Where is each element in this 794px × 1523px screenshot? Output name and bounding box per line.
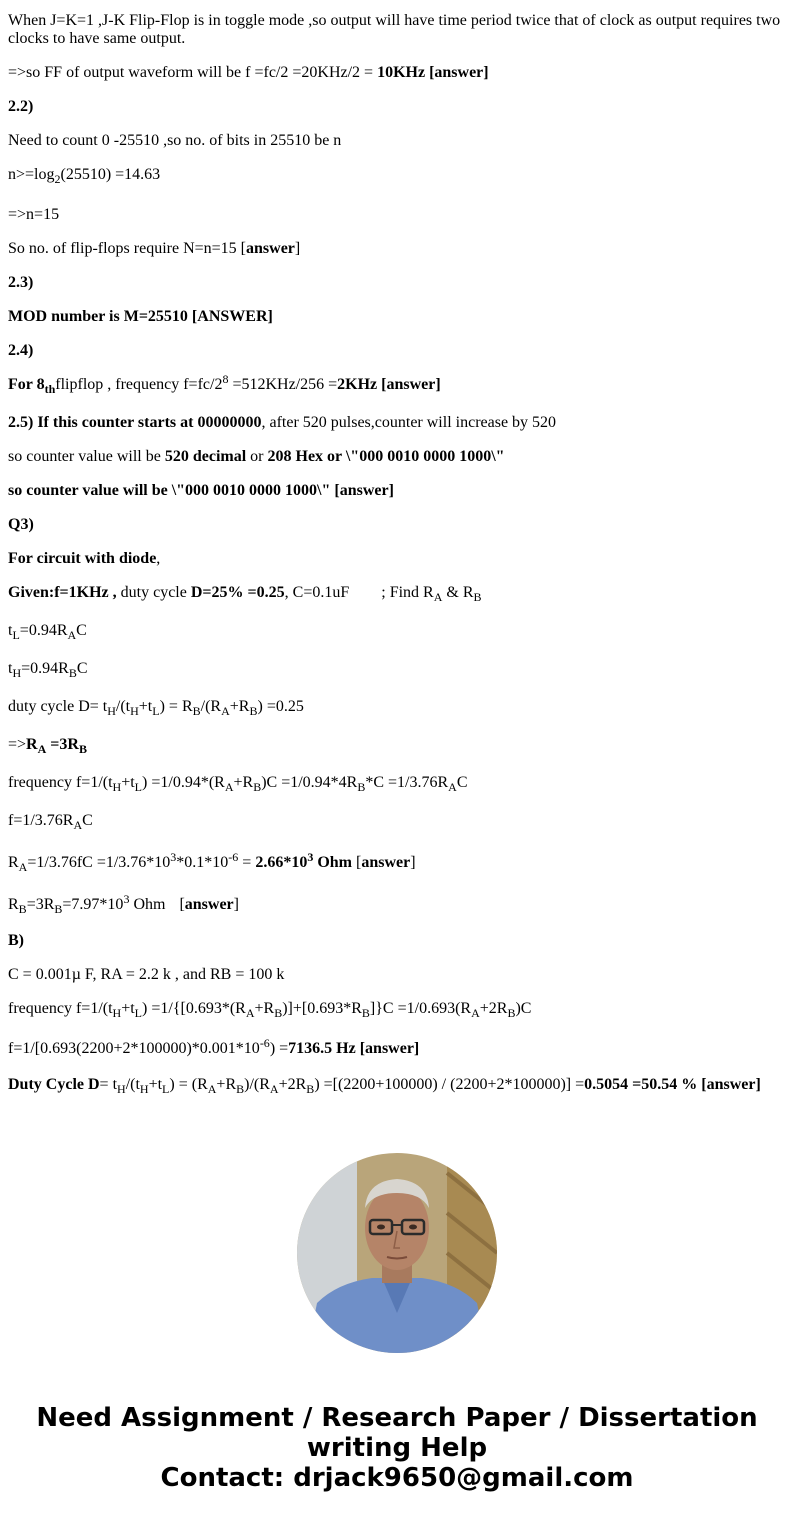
paragraph: $f=1/[0.693(2200+2*100000)*0.001*10^{-6}) =7136.5$ Hz [answer] — [8, 1036, 420, 1057]
paragraph — [8, 132, 788, 150]
text: Need to count 0 -25510 ,so no. of bits in 25510 be n — [8, 132, 342, 149]
text: When J=K=1 ,J-K Flip-Flop is in toggle mode ,so output will have time period twice that of clock as output requires two clocks to have same output. — [8, 12, 781, 47]
section-heading: Q3) — [8, 516, 34, 533]
avatar-photo — [297, 1153, 497, 1353]
paragraph: MOD number is M=25510 [ANSWER] — [8, 308, 273, 325]
paragraph: frequency $f=1/(t_H+t_L) =1/\{[0.693*(R_A+R_B)]+[0.693*R_B]\}C =1/0.693(R_A+2R_B)C$ — [8, 1000, 532, 1020]
paragraph: For $8_{th}flipflop$ , frequency $f=fc/2^8 =512KHz/256 =2KHz$ [answer] — [8, 372, 441, 396]
section-heading: 2.4) — [8, 342, 34, 359]
paragraph — [8, 12, 788, 48]
section-heading: 2.3) — [8, 274, 34, 291]
paragraph: C = 0.001µ F, RA = 2.2 k , and RB = 100 k — [8, 966, 285, 983]
paragraph: $f=1/3.76R_AC$ — [8, 812, 93, 832]
paragraph: $t_L=0.94R_AC$ — [8, 622, 87, 642]
footer-line: writing Help — [306, 1433, 488, 1463]
paragraph: =>n=15 — [8, 206, 60, 223]
section-heading: B) — [8, 932, 24, 949]
solution-text — [8, 12, 788, 1110]
contact-email: Contact: drjack9650@gmail.com — [160, 1463, 634, 1493]
paragraph: so counter value will be 520 decimal or 208 Hex or \"000 0010 0000 1000\" — [8, 448, 505, 465]
paragraph: Given:f=1KHz , duty cycle D=25% =0.25, C=0.1uF ; Find $R_A$ & $R_B$ — [8, 584, 482, 604]
paragraph: $R_A=1/3.76fC =1/3.76*10^3*0.1*10^{-6} = 2.66*10^3$ Ohm [answer] — [8, 850, 416, 874]
paragraph: $t_H=0.94R_BC$ — [8, 660, 88, 680]
paragraph: $n>=\log_2(25510) =14.63$ — [8, 166, 161, 186]
paragraph: $R_B=3R_B=7.97*10^3$ Ohm [answer] — [8, 892, 239, 916]
footer-line: Need Assignment / Research Paper / Dissertation — [36, 1403, 758, 1433]
paragraph: $=>R_A =3R_B$ — [8, 736, 87, 756]
paragraph: frequency $f=1/(t_H+t_L) =1/0.94*(R_A+R_B)C =1/0.94*4R_B*C =1/3.76R_AC$ — [8, 774, 468, 794]
answer-text: 10KHz [answer] — [377, 64, 489, 81]
author-avatar — [297, 1153, 497, 1353]
paragraph: Duty Cycle $D= t_H/(t_H+t_L) = (R_A+R_B)/(R_A+2R_B) =[(2200+100000) / (2200+2*100000)] =0.5054 =50.54$ % [answer] — [8, 1076, 761, 1096]
paragraph: For circuit with diode, — [8, 550, 161, 567]
paragraph: so counter value will be \"000 0010 0000 1000\" [answer] — [8, 482, 394, 499]
heading-text: 2.2) — [8, 98, 34, 115]
text: =>so FF of output waveform will be f =fc/2 =20KHz/2 = — [8, 64, 378, 81]
paragraph: So no. of flip-flops require N=n=15 [answer] — [8, 240, 301, 257]
section-heading — [8, 98, 788, 116]
paragraph — [8, 64, 788, 82]
paragraph: 2.5) If this counter starts at 00000000, after 520 pulses,counter will increase by 520 — [8, 414, 557, 431]
paragraph: duty cycle $D= t_H/(t_H+t_L) = R_B/(R_A+R_B) =0.25$ — [8, 698, 304, 718]
footer-banner — [0, 1403, 794, 1493]
